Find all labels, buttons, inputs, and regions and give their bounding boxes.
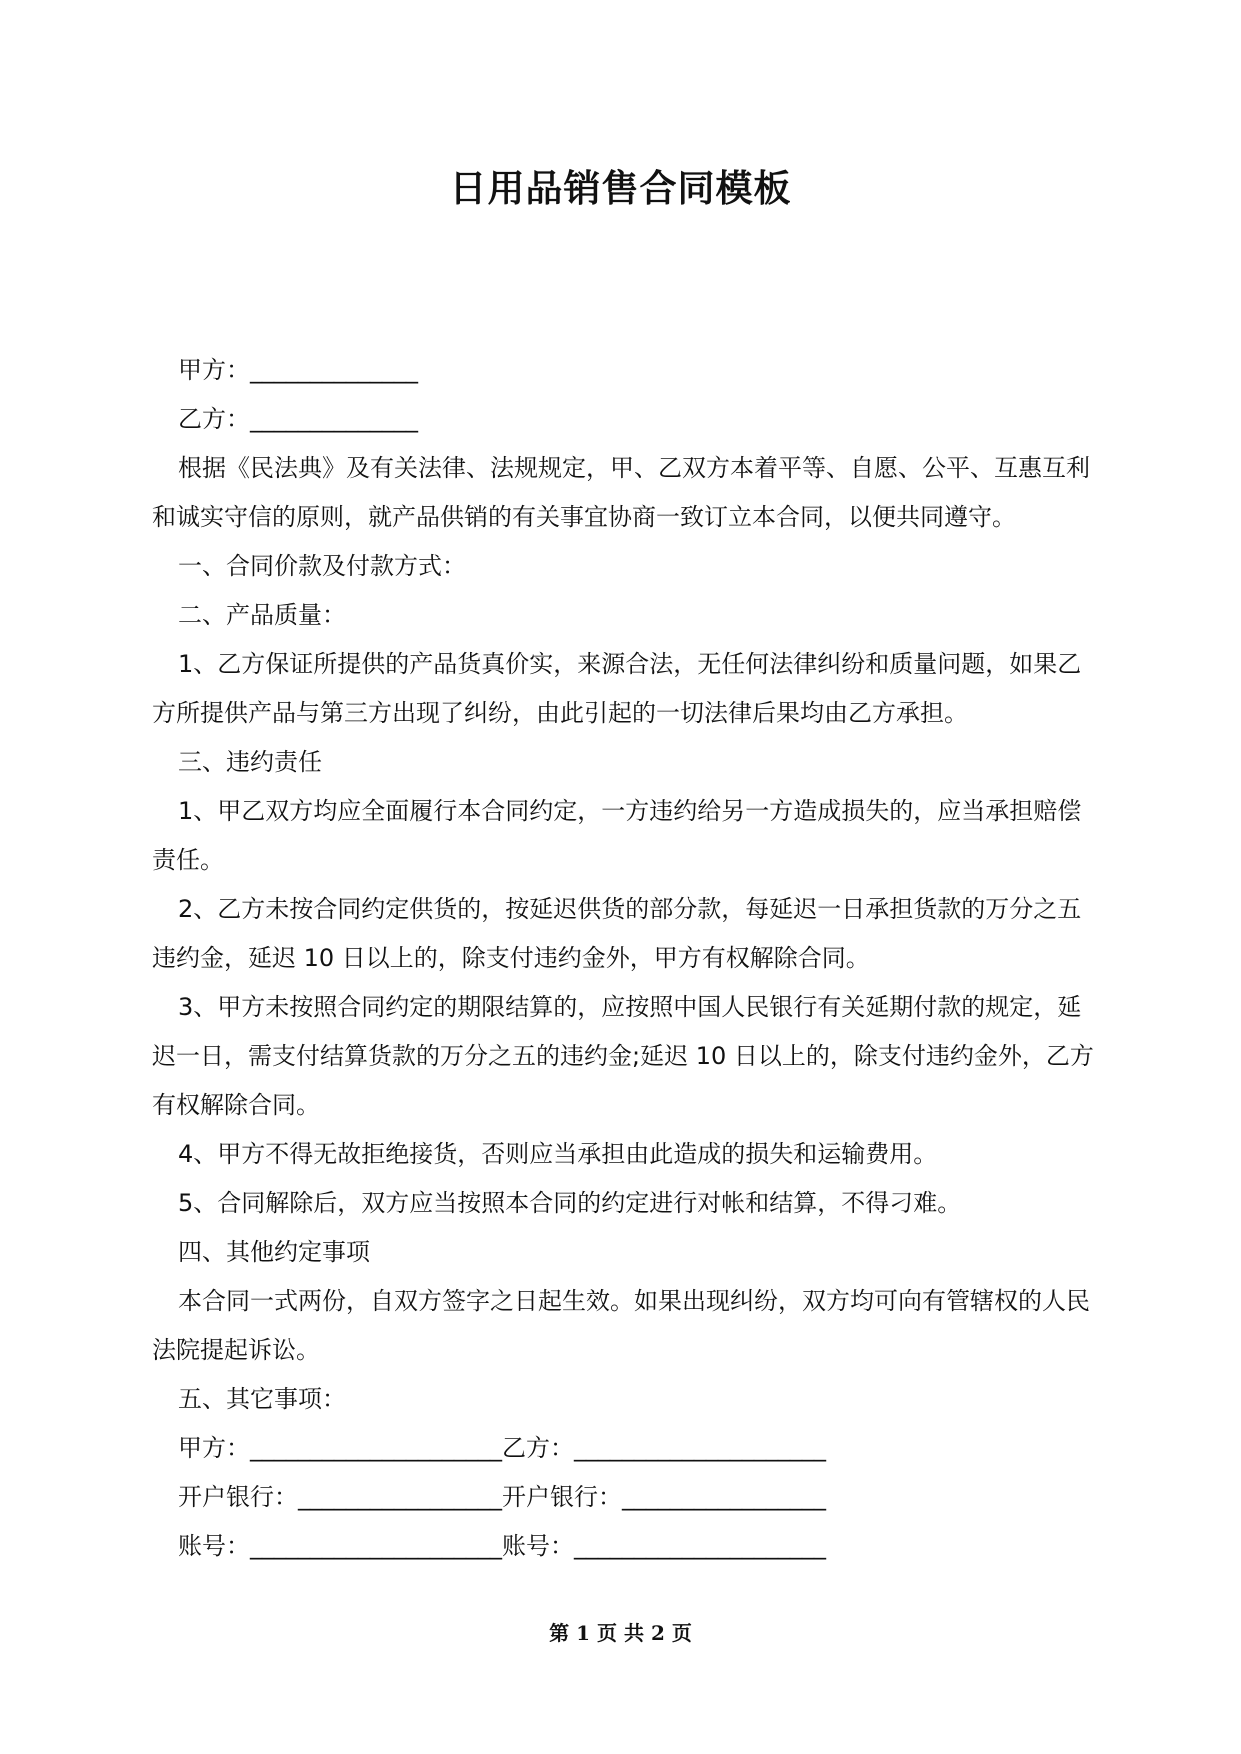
- signature-line-bank: 开户银行：_________________开户银行：_________________: [178, 1483, 826, 1511]
- party-b-line: 乙方：______________: [178, 405, 418, 433]
- liability-clause-3: 3、甲方未按照合同约定的期限结算的，应按照中国人民银行有关延期付款的规定，延迟一日，需支付结算货款的万分之五的违约金;延迟 10 日以上的，除支付违约金外，乙方有权解除合同。: [152, 993, 1094, 1119]
- liability-clause-5: 5、合同解除后，双方应当按照本合同的约定进行对帐和结算，不得刁难。: [178, 1189, 962, 1217]
- section-heading-quality: 二、产品质量：: [178, 601, 346, 629]
- liability-clause-4: 4、甲方不得无故拒绝接货，否则应当承担由此造成的损失和运输费用。: [178, 1140, 938, 1168]
- party-a-line: 甲方：______________: [178, 356, 418, 384]
- document-body: [152, 346, 1102, 1571]
- section-heading-liability: 三、违约责任: [178, 748, 322, 776]
- page-number-footer: 第 1 页 共 2 页: [549, 1621, 692, 1645]
- section-heading-other-agreements: 四、其他约定事项: [178, 1238, 370, 1266]
- liability-clause-2: 2、乙方未按合同约定供货的，按延迟供货的部分款，每延迟一日承担货款的万分之五违约金，延迟 10 日以上的，除支付违约金外，甲方有权解除合同。: [152, 895, 1082, 972]
- preamble-paragraph: 根据《民法典》及有关法律、法规规定，甲、乙双方本着平等、自愿、公平、互惠互利和诚实守信的原则，就产品供销的有关事宜协商一致订立本合同，以便共同遵守。: [152, 454, 1090, 531]
- signature-line-account: 账号：_____________________账号：_____________________: [178, 1532, 826, 1560]
- document-title: 日用品销售合同模板: [449, 167, 792, 210]
- quality-clause-1: 1、乙方保证所提供的产品货真价实，来源合法，无任何法律纠纷和质量问题，如果乙方所提供产品与第三方出现了纠纷，由此引起的一切法律后果均由乙方承担。: [152, 650, 1082, 727]
- other-agreements-paragraph: 本合同一式两份，自双方签字之日起生效。如果出现纠纷，双方均可向有管辖权的人民法院提起诉讼。: [152, 1287, 1090, 1364]
- section-heading-price: 一、合同价款及付款方式：: [178, 552, 466, 580]
- signature-line-parties: 甲方：_____________________乙方：_____________________: [178, 1434, 826, 1462]
- liability-clause-1: 1、甲乙双方均应全面履行本合同约定，一方违约给另一方造成损失的，应当承担赔偿责任。: [152, 797, 1082, 874]
- section-heading-other-matters: 五、其它事项：: [178, 1385, 346, 1413]
